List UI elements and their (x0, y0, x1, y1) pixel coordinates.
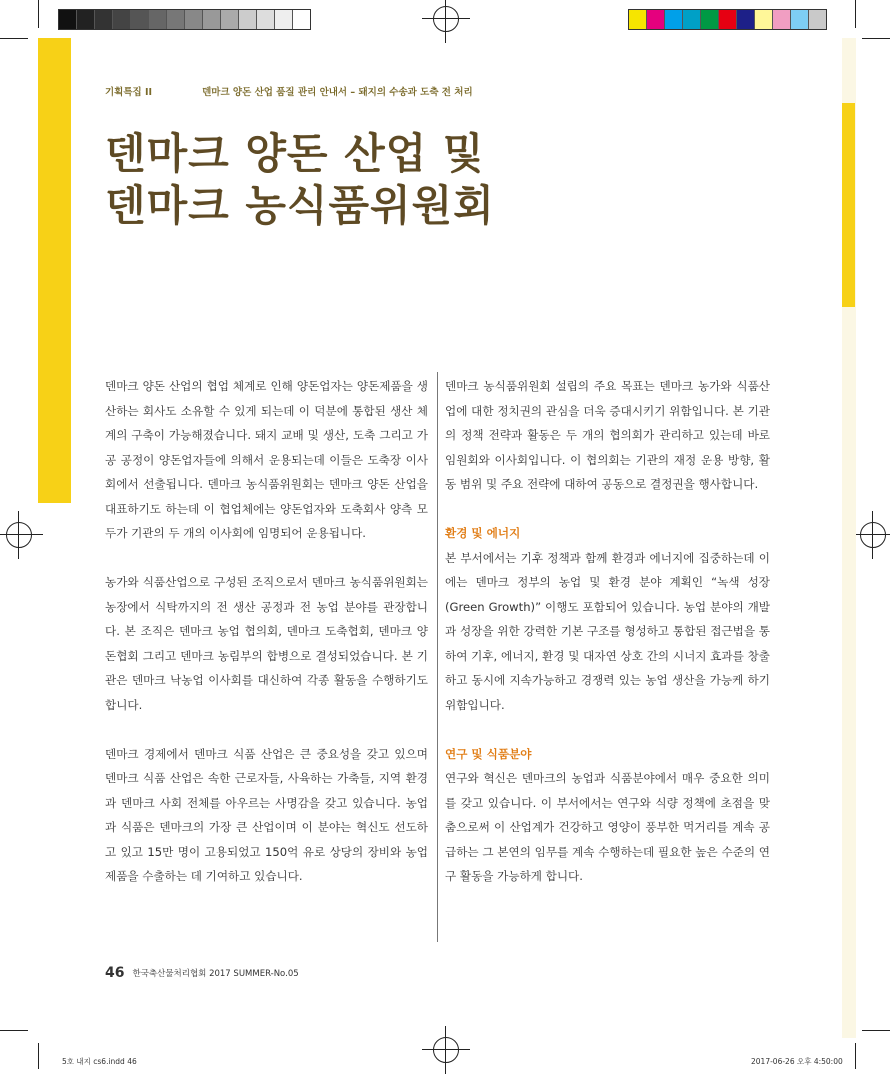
paragraph: 덴마크 경제에서 덴마크 식품 산업은 큰 중요성을 갖고 있으며 덴마크 식품 산업은 속한 근로자들, 사육하는 가축들, 지역 환경과 덴마크 사회 전체를 아우르는 사명감을 갖고 있습니다. 농업과 식품은 덴마크의 가장 큰 산업이며 이 분야는 혁신도 선도하고 있고 15만 명이 고용되었고 150억 유로 상당의 장비와 농업 제품을 수출하는 데 기여하고 있습니다. (105, 746, 428, 883)
running-header (105, 84, 473, 98)
article-title (105, 128, 495, 232)
calibration-swatch (665, 10, 683, 29)
calibration-swatch (647, 10, 665, 29)
paragraph: 농가와 식품산업으로 구성된 조직으로서 덴마크 농식품위원회는 농장에서 식탁까지의 전 생산 공정과 전 농업 분야를 관장합니다. 본 조직은 덴마크 농업 협의회, 덴마크 도축협회, 덴마크 양돈협회 그리고 덴마크 농림부의 합병으로 결성되었습니다. 본 기관은 덴마크 낙농업 이사회를 대신하여 각종 활동을 수행하기도 합니다. (105, 575, 428, 712)
calibration-swatch (131, 10, 149, 29)
slug-left: 5호 내지 cs6.indd 46 (62, 1057, 137, 1066)
registration-mark-icon (6, 522, 32, 548)
calibration-swatch (275, 10, 293, 29)
crop-mark (0, 38, 28, 39)
calibration-swatch (77, 10, 95, 29)
calibration-swatch (809, 10, 826, 29)
crop-mark (862, 38, 890, 39)
page-footer (105, 961, 299, 981)
calibration-swatch (221, 10, 239, 29)
calibration-swatch (149, 10, 167, 29)
calibration-swatch (113, 10, 131, 29)
calibration-swatch (203, 10, 221, 29)
title-line-1: 덴마크 양돈 산업 및 (105, 129, 485, 178)
calibration-swatch (59, 10, 77, 29)
paragraph: 덴마크 양돈 산업의 협업 체계로 인해 양돈업자는 양돈제품을 생산하는 회사도 소유할 수 있게 되는데 이 덕분에 통합된 생산 체계의 구축이 가능해졌습니다. 돼지 교배 및 생산, 도축 그리고 가공 공정이 양돈업자들에 의해서 운용되는데 이들은 도축장 이사회에서 선출됩니다. 덴마크 농식품위원회는 덴마크 양돈 산업을 대표하기도 하는데 이 협업체에는 양돈업자와 도축회사 양측 모두가 기관의 두 개의 이사회에 임명되어 운용됩니다. (105, 379, 428, 540)
crop-mark (38, 0, 39, 28)
color-calibration-bar (628, 9, 827, 30)
calibration-swatch (755, 10, 773, 29)
crop-mark (855, 1043, 856, 1069)
crop-mark (855, 0, 856, 28)
page-number: 46 (105, 965, 125, 981)
calibration-swatch (791, 10, 809, 29)
section-heading-research: 연구 및 식품분야 (445, 746, 532, 761)
left-column (105, 374, 428, 889)
grayscale-calibration-bar (58, 9, 311, 30)
publication-name: 한국축산물처리협회 2017 SUMMER-No.05 (132, 969, 299, 979)
column-divider (437, 372, 438, 942)
calibration-swatch (719, 10, 737, 29)
calibration-swatch (167, 10, 185, 29)
crop-mark (862, 1030, 890, 1031)
calibration-swatch (737, 10, 755, 29)
right-column (445, 374, 770, 889)
accent-bar-right (842, 103, 855, 307)
paragraph: 본 부서에서는 기후 정책과 함께 환경과 에너지에 집중하는데 이에는 덴마크 정부의 농업 및 환경 분야 계획인 “녹색 성장(Green Growth)” 이행도 포함되어 있습니다. 농업 분야의 개발과 성장을 위한 강력한 기본 구조를 형성하고 통합된 접근법을 통하여 기후, 에너지, 환경 및 대자연 상호 간의 시너지 효과를 창출하고 동시에 지속가능하고 경쟁력 있는 농업 생산을 가능케 하기 위함입니다. (445, 550, 770, 712)
slug-right: 2017-06-26 오후 4:50:00 (751, 1057, 843, 1066)
paragraph: 연구와 혁신은 덴마크의 농업과 식품분야에서 매우 중요한 의미를 갖고 있습니다. 이 부서에서는 연구와 식량 정책에 초점을 맞춤으로써 이 산업계가 건강하고 영양이 풍부한 먹거리를 계속 공급하는 그 본연의 임무를 계속 수행하는데 필요한 높은 수준의 연구 활동을 가능하게 합니다. (445, 771, 770, 883)
header-section: 기획특집 II (105, 87, 153, 98)
paragraph: 덴마크 농식품위원회 설립의 주요 목표는 덴마크 농가와 식품산업에 대한 정치권의 관심을 더욱 증대시키기 위함입니다. 본 기관의 정책 전략과 활동은 두 개의 협의회가 관리하고 있는데 바로 임원회와 이사회입니다. 이 협의회는 기관의 재정 운용 방향, 활동 범위 및 주요 전략에 대하여 공동으로 결정권을 행사합니다. (445, 379, 770, 491)
calibration-swatch (701, 10, 719, 29)
calibration-swatch (257, 10, 275, 29)
calibration-swatch (293, 10, 310, 29)
calibration-swatch (239, 10, 257, 29)
registration-mark-icon (860, 522, 886, 548)
calibration-swatch (773, 10, 791, 29)
accent-bar-left (38, 38, 71, 503)
calibration-swatch (95, 10, 113, 29)
title-line-2: 덴마크 농식품위원회 (105, 181, 495, 230)
calibration-swatch (185, 10, 203, 29)
registration-mark-icon (433, 1037, 459, 1063)
crop-mark (0, 1030, 28, 1031)
header-subtitle: 덴마크 양돈 산업 품질 관리 안내서 – 돼지의 수송과 도축 전 처리 (202, 87, 473, 98)
calibration-swatch (629, 10, 647, 29)
calibration-swatch (683, 10, 701, 29)
registration-mark-icon (433, 6, 459, 32)
section-heading-environment: 환경 및 에너지 (445, 526, 521, 540)
crop-mark (38, 1043, 39, 1069)
